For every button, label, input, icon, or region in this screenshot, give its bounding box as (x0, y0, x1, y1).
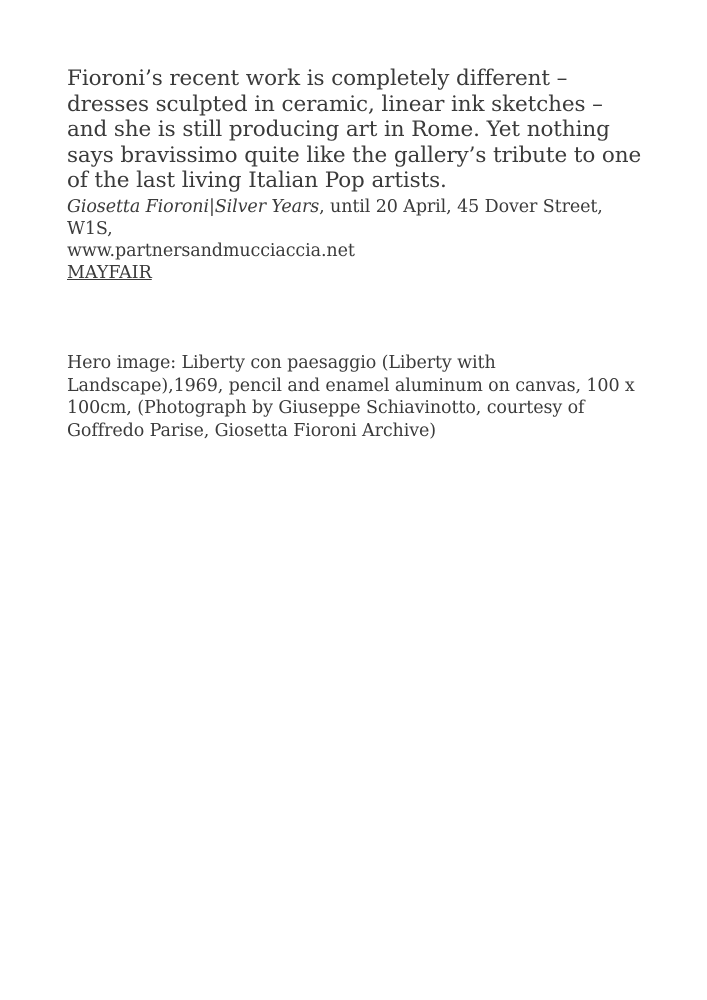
exhibition-title: Silver Years (214, 196, 320, 217)
area-link-mayfair[interactable]: MAYFAIR (67, 262, 152, 283)
exhibition-separator: | (208, 196, 215, 217)
exhibition-details: , until 20 April, 45 Dover Street, W1S, (67, 196, 603, 239)
exhibition-website[interactable]: www.partnersandmucciaccia.net (67, 240, 355, 261)
exhibition-artist: Giosetta Fioroni (67, 196, 209, 217)
hero-image-caption: Hero image: Liberty con paesaggio (Liberty with Landscape),1969, pencil and enamel aluminum on canvas, 100 x 100cm, (Photograph by Giuseppe Schiavinotto, courtesy of Goffredo Parise, Giosetta Fioroni Archive) (67, 353, 635, 441)
exhibition-info (67, 196, 647, 262)
lead-paragraph: Fioroni’s recent work is completely different – dresses sculpted in ceramic, linear ink sketches – and she is still producing art in Rome. Yet nothing says bravissimo quite like the gallery’s tribute to one of the last living Italian Pop artists. (67, 66, 642, 193)
article-body (67, 66, 647, 284)
